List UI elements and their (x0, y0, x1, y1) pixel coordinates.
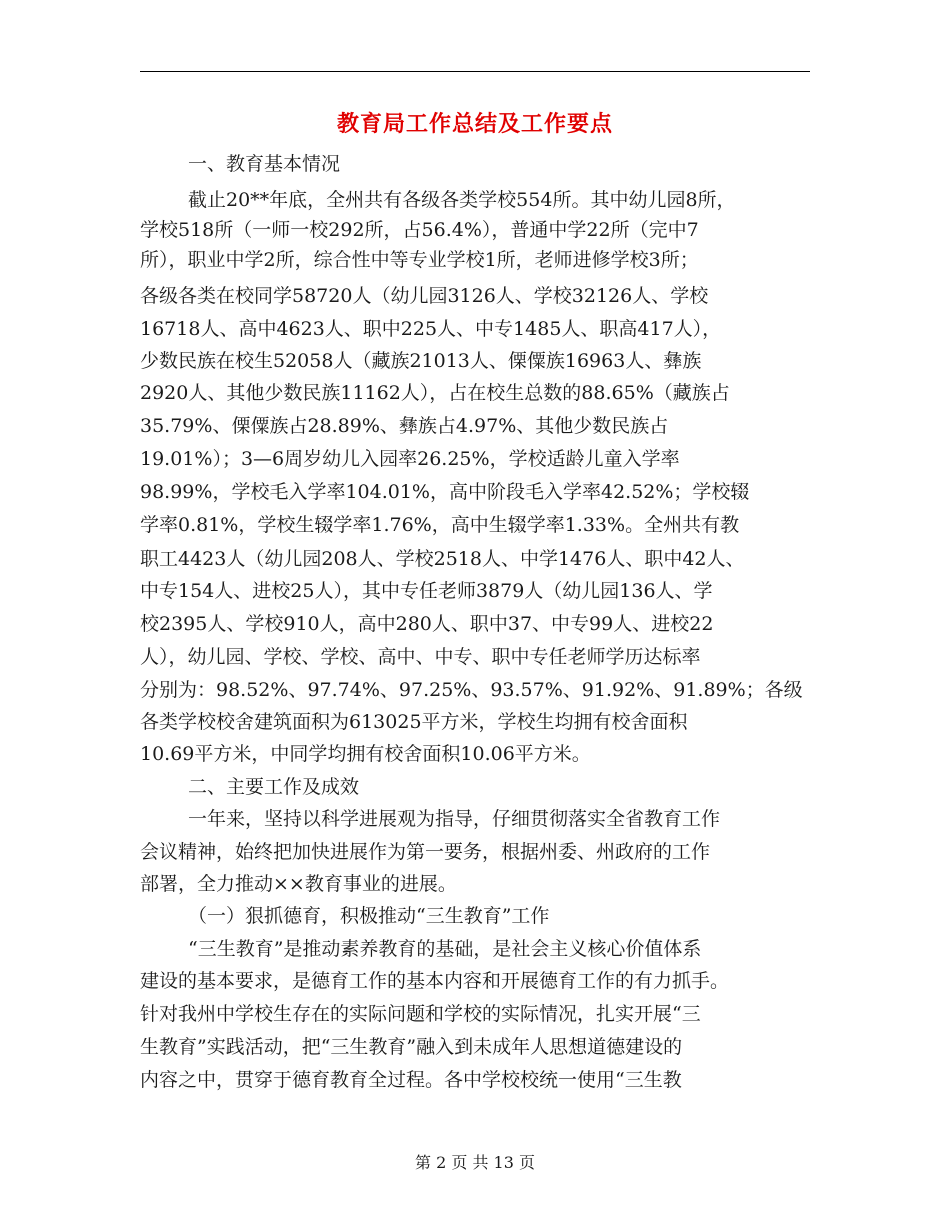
paragraph-line: 一年来，坚持以科学进展观为指导，仔细贯彻落实全省教育工作 (188, 808, 721, 830)
paragraph-line: 19.01%）；3—6周岁幼儿入园率26.25%，学校适龄儿童入学率 (140, 448, 680, 470)
paragraph-line: 人），幼儿园、学校、学校、高中、中专、职中专任老师学历达标率 (140, 646, 701, 668)
paragraph-line: 职工4423人（幼儿园208人、学校2518人、中学1476人、职中42人、 (140, 548, 745, 570)
page-number: 第 2 页 共 13 页 (415, 1153, 535, 1172)
paragraph-line: 针对我州中学校生存在的实际问题和学校的实际情况，扎实开展“三 (140, 1003, 701, 1025)
paragraph-line: 2920人、其他少数民族11162人），占在校生总数的88.65%（藏族占 (140, 382, 730, 404)
paragraph-line: 学率0.81%，学校生辍学率1.76%，高中生辍学率1.33%。全州共有教 (140, 514, 740, 536)
section-heading-1: 一、教育基本情况 (188, 153, 341, 175)
paragraph-line: 各类学校校舍建筑面积为613025平方米，学校生均拥有校舍面积 (140, 711, 688, 733)
page-footer (0, 1151, 950, 1175)
section-heading-2: 二、主要工作及成效 (188, 776, 360, 798)
paragraph-line: 中专154人、进校25人），其中专任老师3879人（幼儿园136人、学 (140, 580, 713, 602)
paragraph-line: 校2395人、学校910人，高中280人、职中37、中专99人、进校22 (140, 613, 714, 635)
paragraph-line: 内容之中，贯穿于德育教育全过程。各中学校校统一使用“三生教 (140, 1069, 682, 1091)
paragraph-line: 各级各类在校同学58720人（幼儿园3126人、学校32126人、学校 (140, 285, 709, 307)
paragraph-line: 35.79%、傈僳族占28.89%、彝族占4.97%、其他少数民族占 (140, 415, 669, 437)
paragraph-line: 所），职业中学2所，综合性中等专业学校1所，老师进修学校3所； (140, 249, 699, 271)
paragraph-line: 部署，全力推动××教育事业的进展。 (140, 873, 457, 895)
paragraph-line: 98.99%，学校毛入学率104.01%，高中阶段毛入学率42.52%；学校辍 (140, 481, 750, 503)
subsection-heading: （一）狠抓德育，积极推动“三生教育”工作 (188, 905, 550, 927)
paragraph-line: 分别为：98.52%、97.74%、97.25%、93.57%、91.92%、91.89%；各级 (140, 679, 803, 701)
paragraph-line: 会议精神，始终把加快进展作为第一要务，根据州委、州政府的工作 (140, 841, 711, 863)
paragraph-line: 建设的基本要求，是德育工作的基本内容和开展德育工作的有力抓手。 (140, 970, 730, 992)
paragraph-line: “三生教育”是推动素养教育的基础，是社会主义核心价值体系 (188, 938, 702, 960)
paragraph-line: 10.69平方米，中同学均拥有校舍面积10.06平方米。 (140, 743, 591, 765)
paragraph-line: 截止20**年底，全州共有各级各类学校554所。其中幼儿园8所， (188, 189, 736, 211)
paragraph-line: 少数民族在校生52058人（藏族21013人、傈僳族16963人、彝族 (140, 350, 702, 372)
paragraph-line: 16718人、高中4623人、职中225人、中专1485人、职高417人）， (140, 318, 722, 340)
paragraph-line: 生教育”实践活动，把“三生教育”融入到未成年人思想道德建设的 (140, 1036, 683, 1058)
header-rule (140, 71, 810, 72)
document-title: 教育局工作总结及工作要点 (336, 111, 613, 137)
paragraph-line: 学校518所（一师一校292所，占56.4%），普通中学22所（完中7 (140, 219, 699, 241)
